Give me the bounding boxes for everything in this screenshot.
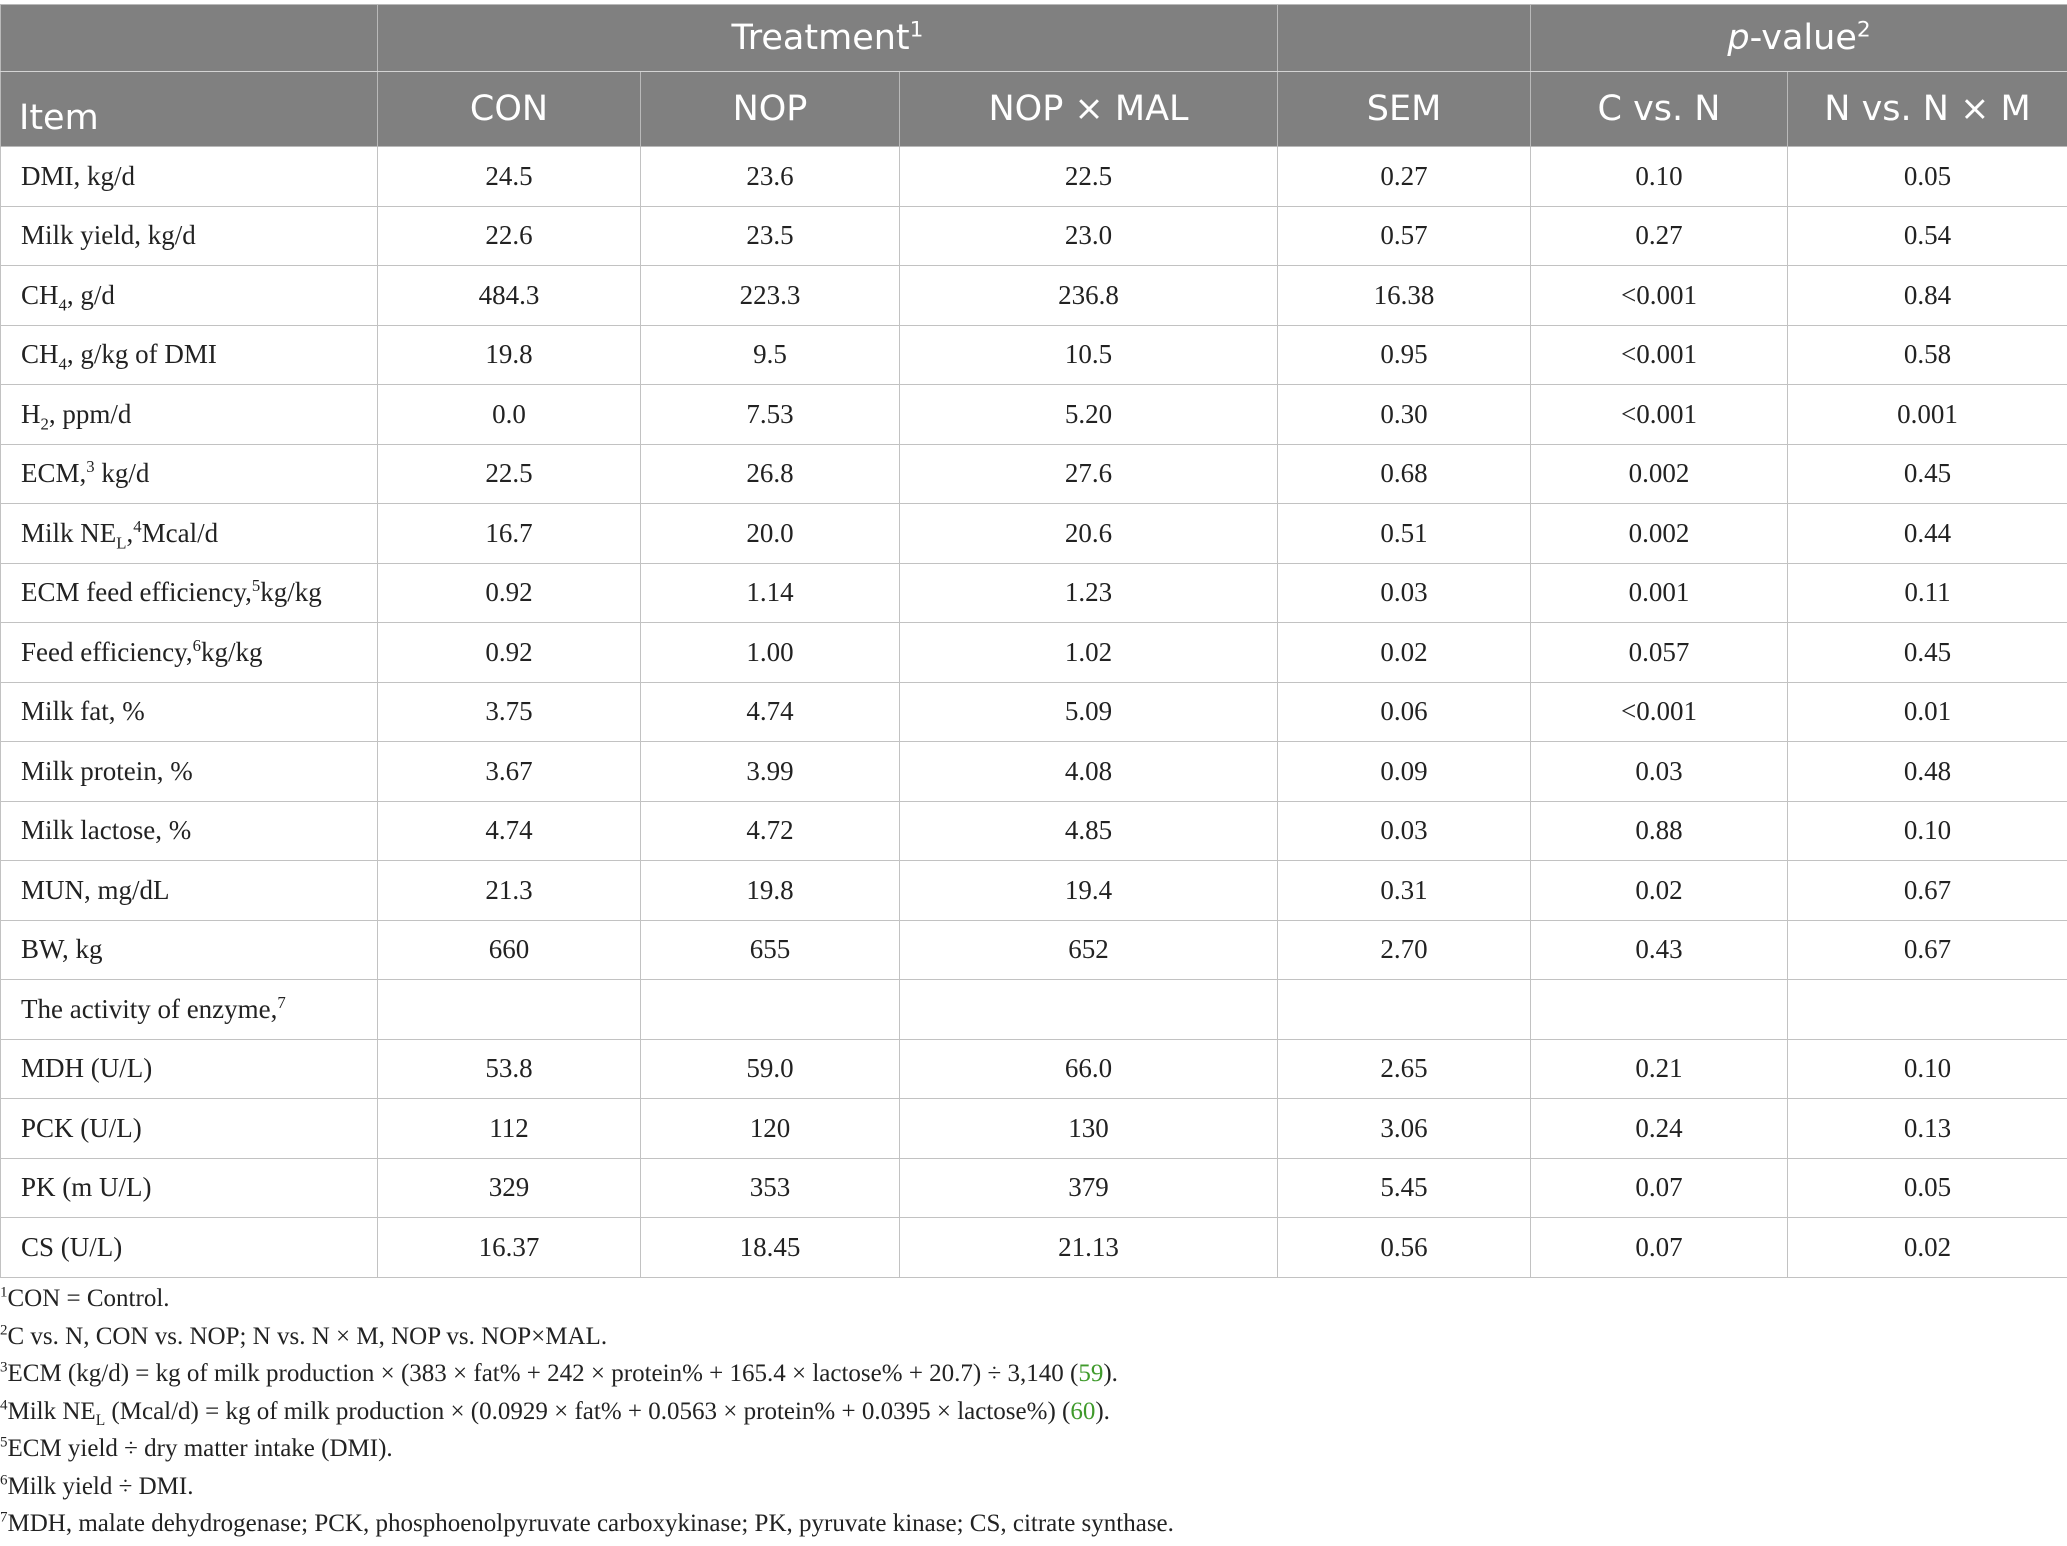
column-header-con: CON <box>378 72 641 147</box>
row-label: Milk lactose, % <box>1 801 378 861</box>
cell-nop: 18.45 <box>641 1218 900 1278</box>
cell-sem: 0.27 <box>1278 147 1531 207</box>
cell-sem: 0.51 <box>1278 504 1531 564</box>
cell-nop: 1.00 <box>641 623 900 683</box>
cell-sem: 0.06 <box>1278 682 1531 742</box>
table-row <box>1 861 2067 921</box>
table-row <box>1 682 2067 742</box>
cell-nop-mal: 20.6 <box>900 504 1278 564</box>
cell-sem: 16.38 <box>1278 266 1531 326</box>
cell-nop: 19.8 <box>641 861 900 921</box>
row-label: $H_2$, ppm/d <box>1 385 378 445</box>
cell-nop-mal: 19.4 <box>900 861 1278 921</box>
cell-sem: 5.45 <box>1278 1158 1531 1218</box>
cell-con: 4.74 <box>378 801 641 861</box>
cell-con: 0.92 <box>378 563 641 623</box>
footnote: $^2$C vs. N, CON vs. NOP; N vs. N × M, NOP vs. NOP×MAL. <box>0 1322 608 1350</box>
cell-n-vs-nm: 0.05 <box>1788 147 2067 207</box>
cell-con <box>378 980 641 1040</box>
cell-nop-mal: 130 <box>900 1099 1278 1159</box>
cell-c-vs-n: 0.24 <box>1531 1099 1788 1159</box>
cell-c-vs-n: 0.03 <box>1531 742 1788 802</box>
cell-sem <box>1278 980 1531 1040</box>
cell-n-vs-nm: 0.05 <box>1788 1158 2067 1218</box>
cell-nop-mal: 22.5 <box>900 147 1278 207</box>
cell-sem: 0.03 <box>1278 563 1531 623</box>
cell-n-vs-nm: 0.13 <box>1788 1099 2067 1159</box>
table-row <box>1 920 2067 980</box>
cell-n-vs-nm <box>1788 980 2067 1040</box>
cell-con: 21.3 <box>378 861 641 921</box>
cell-nop: 655 <box>641 920 900 980</box>
table-row <box>1 1099 2067 1159</box>
cell-con: 22.6 <box>378 206 641 266</box>
cell-nop: 26.8 <box>641 444 900 504</box>
table-row <box>1 385 2067 445</box>
row-label: ECM feed efficiency,$^5$kg/kg <box>1 563 378 623</box>
table-row <box>1 742 2067 802</box>
cell-con: 484.3 <box>378 266 641 326</box>
cell-nop: 1.14 <box>641 563 900 623</box>
cell-nop-mal: 10.5 <box>900 325 1278 385</box>
cell-con: 112 <box>378 1099 641 1159</box>
cell-sem: 0.03 <box>1278 801 1531 861</box>
cell-n-vs-nm: 0.10 <box>1788 801 2067 861</box>
cell-n-vs-nm: 0.67 <box>1788 920 2067 980</box>
cell-nop-mal: 1.02 <box>900 623 1278 683</box>
cell-n-vs-nm: 0.67 <box>1788 861 2067 921</box>
row-label: ECM,$^3$ kg/d <box>1 444 378 504</box>
cell-con: 24.5 <box>378 147 641 207</box>
footnote: $^5$ECM yield ÷ dry matter intake (DMI). <box>0 1434 393 1462</box>
column-header-item: Item <box>1 72 378 147</box>
row-label: MDH (U/L) <box>1 1039 378 1099</box>
cell-n-vs-nm: 0.45 <box>1788 444 2067 504</box>
row-label: Feed efficiency,$^6$kg/kg <box>1 623 378 683</box>
cell-c-vs-n: <0.001 <box>1531 325 1788 385</box>
cell-sem: 2.70 <box>1278 920 1531 980</box>
cell-nop-mal: 4.85 <box>900 801 1278 861</box>
cell-con: 329 <box>378 1158 641 1218</box>
footnote-number: 6 <box>0 1472 8 1489</box>
results-table <box>0 4 2067 1278</box>
row-label: CS (U/L) <box>1 1218 378 1278</box>
row-label: $CH_4$, g/kg of DMI <box>1 325 378 385</box>
cell-n-vs-nm: 0.44 <box>1788 504 2067 564</box>
table-row <box>1 623 2067 683</box>
reference-link[interactable]: 59 <box>1078 1360 1104 1387</box>
cell-n-vs-nm: 0.48 <box>1788 742 2067 802</box>
cell-nop: 23.6 <box>641 147 900 207</box>
cell-sem: 0.57 <box>1278 206 1531 266</box>
row-label: Milk $NE_L,^4Mcal/d$ <box>1 504 378 564</box>
column-header-n-vs-nm: N vs. N × M <box>1788 72 2067 147</box>
footnotes <box>0 1280 2067 1543</box>
header-pvalue-group: p-value$^2$ <box>1531 5 2067 72</box>
cell-n-vs-nm: 0.001 <box>1788 385 2067 445</box>
cell-c-vs-n: 0.07 <box>1531 1218 1788 1278</box>
column-header-nop-mal: NOP × MAL <box>900 72 1278 147</box>
row-label: DMI, kg/d <box>1 147 378 207</box>
cell-sem: 2.65 <box>1278 1039 1531 1099</box>
cell-n-vs-nm: 0.54 <box>1788 206 2067 266</box>
cell-sem: 0.30 <box>1278 385 1531 445</box>
cell-n-vs-nm: 0.10 <box>1788 1039 2067 1099</box>
footnote-number: 5 <box>0 1434 8 1451</box>
row-label: Milk protein, % <box>1 742 378 802</box>
footnote-number: 7 <box>0 1509 8 1526</box>
table-row <box>1 266 2067 326</box>
cell-nop-mal: 23.0 <box>900 206 1278 266</box>
row-label: The activity of enzyme,$^7$ <box>1 980 378 1040</box>
cell-n-vs-nm: 0.58 <box>1788 325 2067 385</box>
cell-c-vs-n: <0.001 <box>1531 266 1788 326</box>
cell-con: 22.5 <box>378 444 641 504</box>
header-treatment-group: Treatment$^1$ <box>378 5 1278 72</box>
cell-c-vs-n: 0.002 <box>1531 444 1788 504</box>
cell-nop-mal <box>900 980 1278 1040</box>
cell-n-vs-nm: 0.11 <box>1788 563 2067 623</box>
header-blank-sem <box>1278 5 1531 72</box>
cell-sem: 0.02 <box>1278 623 1531 683</box>
cell-sem: 0.31 <box>1278 861 1531 921</box>
table-row <box>1 980 2067 1040</box>
cell-con: 19.8 <box>378 325 641 385</box>
cell-nop-mal: 1.23 <box>900 563 1278 623</box>
header-blank <box>1 5 378 72</box>
cell-c-vs-n: 0.43 <box>1531 920 1788 980</box>
cell-nop: 23.5 <box>641 206 900 266</box>
cell-n-vs-nm: 0.01 <box>1788 682 2067 742</box>
cell-con: 660 <box>378 920 641 980</box>
column-header-c-vs-n: C vs. N <box>1531 72 1788 147</box>
table-row <box>1 325 2067 385</box>
cell-c-vs-n: 0.88 <box>1531 801 1788 861</box>
cell-n-vs-nm: 0.02 <box>1788 1218 2067 1278</box>
cell-nop-mal: 66.0 <box>900 1039 1278 1099</box>
cell-nop-mal: 21.13 <box>900 1218 1278 1278</box>
table-row <box>1 563 2067 623</box>
footnote: $^4$Milk $NE_L$ (Mcal/d) = kg of milk production × (0.0929 × fat% + 0.0563 × protein% + 0.0395 × lactose%) (60). <box>0 1397 1110 1429</box>
cell-nop: 353 <box>641 1158 900 1218</box>
header-column-row <box>1 72 2067 147</box>
row-label: Milk yield, kg/d <box>1 206 378 266</box>
cell-nop-mal: 236.8 <box>900 266 1278 326</box>
column-header-sem: SEM <box>1278 72 1531 147</box>
row-label: PCK (U/L) <box>1 1099 378 1159</box>
table-row <box>1 1039 2067 1099</box>
cell-nop-mal: 379 <box>900 1158 1278 1218</box>
cell-con: 3.67 <box>378 742 641 802</box>
cell-nop: 9.5 <box>641 325 900 385</box>
cell-nop: 223.3 <box>641 266 900 326</box>
footnote-number: 2 <box>0 1322 8 1339</box>
row-label: $CH_4$, g/d <box>1 266 378 326</box>
header-group-row <box>1 5 2067 72</box>
cell-nop-mal: 4.08 <box>900 742 1278 802</box>
cell-con: 16.7 <box>378 504 641 564</box>
cell-sem: 0.95 <box>1278 325 1531 385</box>
reference-link[interactable]: 60 <box>1070 1397 1096 1425</box>
cell-c-vs-n <box>1531 980 1788 1040</box>
cell-n-vs-nm: 0.45 <box>1788 623 2067 683</box>
cell-nop <box>641 980 900 1040</box>
footnote: $^1$CON = Control. <box>0 1284 170 1312</box>
cell-sem: 0.09 <box>1278 742 1531 802</box>
column-header-nop: NOP <box>641 72 900 147</box>
cell-c-vs-n: 0.27 <box>1531 206 1788 266</box>
cell-nop: 20.0 <box>641 504 900 564</box>
cell-nop: 59.0 <box>641 1039 900 1099</box>
cell-con: 53.8 <box>378 1039 641 1099</box>
cell-c-vs-n: 0.07 <box>1531 1158 1788 1218</box>
footnote: $^3$ECM (kg/d) = kg of milk production × (383 × fat% + 242 × protein% + 165.4 × lactose% + 20.7) ÷ 3,140 (59). <box>0 1359 1118 1387</box>
cell-con: 3.75 <box>378 682 641 742</box>
cell-c-vs-n: 0.001 <box>1531 563 1788 623</box>
footnote: $^6$Milk yield ÷ DMI. <box>0 1472 194 1500</box>
cell-nop-mal: 27.6 <box>900 444 1278 504</box>
row-label: Milk fat, % <box>1 682 378 742</box>
row-label: MUN, mg/dL <box>1 861 378 921</box>
cell-nop: 3.99 <box>641 742 900 802</box>
footnote: $^7$MDH, malate dehydrogenase; PCK, phosphoenolpyruvate carboxykinase; PK, pyruvate kinase; CS, citrate synthase. <box>0 1509 1174 1537</box>
cell-c-vs-n: 0.02 <box>1531 861 1788 921</box>
table-body <box>1 147 2067 1278</box>
cell-nop-mal: 5.09 <box>900 682 1278 742</box>
cell-con: 0.0 <box>378 385 641 445</box>
row-label: BW, kg <box>1 920 378 980</box>
cell-c-vs-n: 0.10 <box>1531 147 1788 207</box>
cell-c-vs-n: 0.21 <box>1531 1039 1788 1099</box>
cell-c-vs-n: 0.002 <box>1531 504 1788 564</box>
table-row <box>1 206 2067 266</box>
cell-nop-mal: 5.20 <box>900 385 1278 445</box>
cell-nop-mal: 652 <box>900 920 1278 980</box>
cell-c-vs-n: 0.057 <box>1531 623 1788 683</box>
cell-sem: 0.68 <box>1278 444 1531 504</box>
table-row <box>1 504 2067 564</box>
cell-c-vs-n: <0.001 <box>1531 385 1788 445</box>
cell-nop: 4.74 <box>641 682 900 742</box>
cell-c-vs-n: <0.001 <box>1531 682 1788 742</box>
cell-con: 0.92 <box>378 623 641 683</box>
cell-nop: 4.72 <box>641 801 900 861</box>
cell-sem: 0.56 <box>1278 1218 1531 1278</box>
footnote-number: 1 <box>0 1284 8 1301</box>
footnote-number: 3 <box>0 1359 8 1376</box>
cell-nop: 7.53 <box>641 385 900 445</box>
cell-nop: 120 <box>641 1099 900 1159</box>
cell-con: 16.37 <box>378 1218 641 1278</box>
table-row <box>1 801 2067 861</box>
cell-n-vs-nm: 0.84 <box>1788 266 2067 326</box>
table-row <box>1 444 2067 504</box>
row-label: PK (m U/L) <box>1 1158 378 1218</box>
table-row <box>1 147 2067 207</box>
cell-sem: 3.06 <box>1278 1099 1531 1159</box>
table-row <box>1 1218 2067 1278</box>
table-row <box>1 1158 2067 1218</box>
footnote-number: 4 <box>0 1397 8 1414</box>
